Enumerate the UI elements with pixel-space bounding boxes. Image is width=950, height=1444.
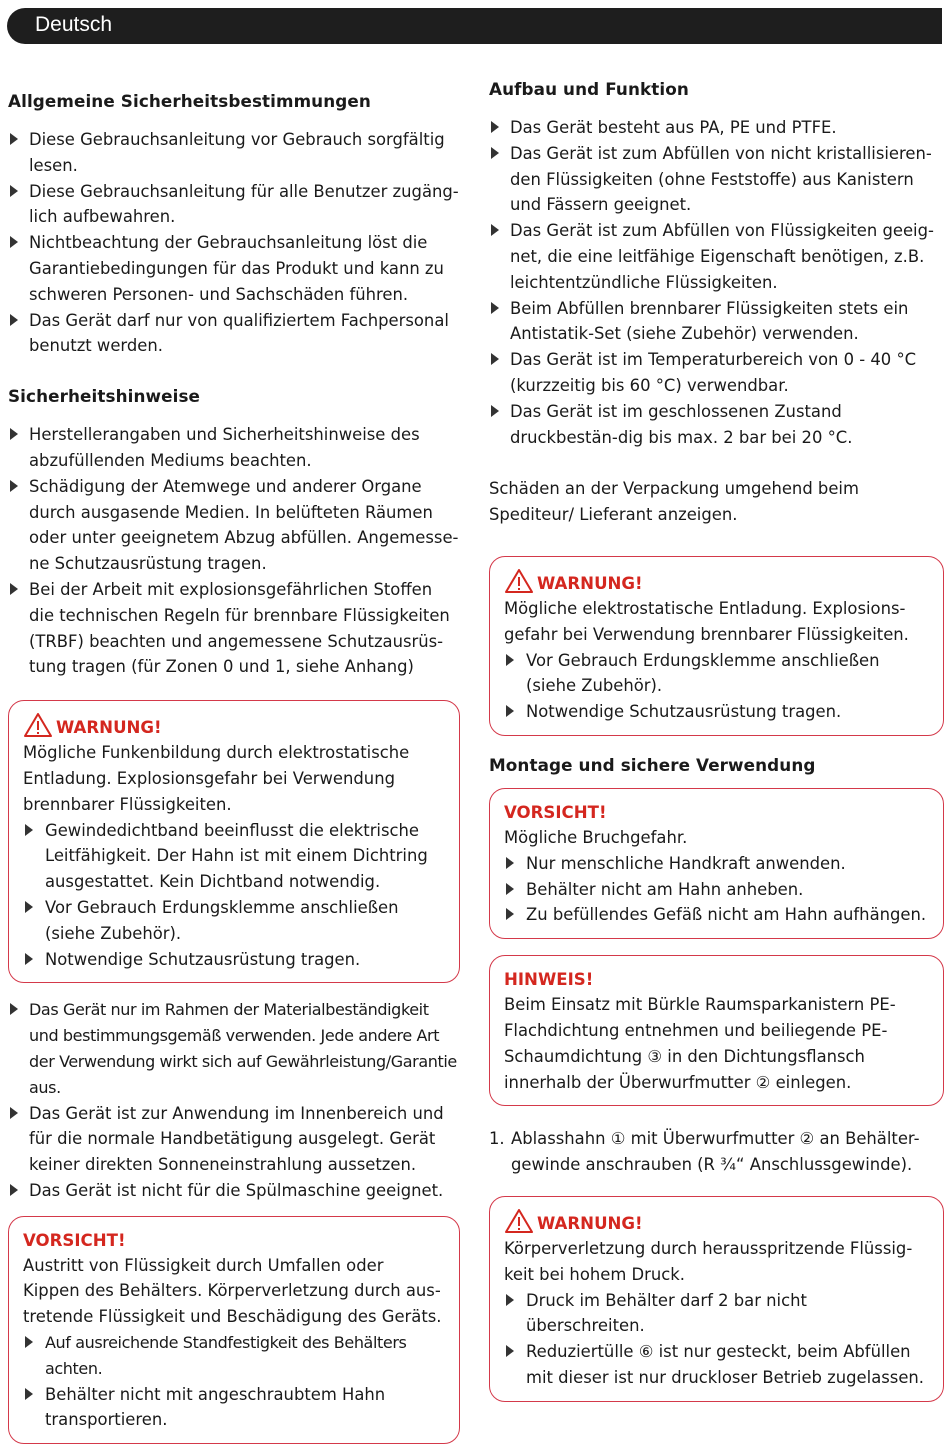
bullet-arrow-icon (506, 1345, 514, 1357)
list-item: Das Gerät besteht aus PA, PE und PTFE. (489, 115, 944, 141)
note-box-seal (489, 955, 944, 1106)
bullet-arrow-icon (491, 121, 499, 133)
bullet-arrow-icon (491, 405, 499, 417)
list-item: Nichtbeachtung der Gebrauchsanleitung löst die Garantiebedingungen für das Produkt und kann zu schweren Personen- und Sachschäden führen. (8, 230, 460, 307)
warning-box-static-sparks (8, 700, 460, 983)
bullet-arrow-icon (506, 857, 514, 869)
note-text: Beim Einsatz mit Bürkle Raumsparkanistern PE-Flachdichtung entnehmen und beiliegende PE-Schaumdichtung ③ in den Dichtungsflansch innerhalb der Überwurfmutter ② einlegen. (504, 995, 896, 1092)
warning-list (23, 818, 445, 973)
bullet-arrow-icon (10, 1107, 18, 1119)
caution-signal (23, 1228, 445, 1253)
construction-list (489, 115, 944, 450)
general-safety-list (8, 127, 460, 359)
caution-list (23, 1330, 445, 1433)
bullet-arrow-icon (10, 185, 18, 197)
list-item: Behälter nicht am Hahn anheben. (504, 877, 929, 903)
bullet-arrow-icon (506, 1294, 514, 1306)
list-item: Zu befüllendes Gefäß nicht am Hahn aufhängen. (504, 902, 929, 928)
caution-label: VORSICHT! (23, 1230, 126, 1250)
list-item: Herstellerangaben und Sicherheitshinweise des abzufüllenden Mediums beachten. (8, 422, 460, 474)
section-title-safety-notes: Sicherheitshinweise (8, 386, 201, 407)
bullet-arrow-icon (25, 901, 33, 913)
bullet-arrow-icon (491, 224, 499, 236)
list-item: Notwendige Schutzausrüstung tragen. (23, 947, 445, 973)
caution-box-breakage (489, 788, 944, 939)
bullet-arrow-icon (10, 236, 18, 248)
bullet-arrow-icon (25, 1388, 33, 1400)
step-number: 1. (489, 1129, 505, 1149)
bullet-arrow-icon (25, 824, 33, 836)
step-text: Ablasshahn ① mit Überwurfmutter ② an Behälter-gewinde anschrauben (R ¾“ Anschlussgewinde). (511, 1129, 920, 1175)
bullet-arrow-icon (10, 1184, 18, 1196)
warning-label: WARNUNG! (537, 573, 643, 593)
warning-label: WARNUNG! (56, 718, 162, 738)
warning-signal (504, 1208, 929, 1236)
section-title-general-safety: Allgemeine Sicherheitsbestimmungen (8, 91, 371, 111)
caution-box-tipping (8, 1216, 460, 1444)
warning-triangle-icon (504, 568, 534, 594)
list-item: Nur menschliche Handkraft anwenden. (504, 851, 929, 877)
list-item: Beim Abfüllen brennbarer Flüssigkeiten stets ein Antistatik-Set (siehe Zubehör) verwenden. (489, 296, 944, 348)
list-item: Reduziertülle ⑥ ist nur gesteckt, beim Abfüllen mit dieser ist nur druckloser Betrieb zugelassen. (504, 1339, 929, 1391)
list-item: Diese Gebrauchsanleitung für alle Benutzer zugäng-lich aufbewahren. (8, 179, 460, 231)
list-item: Notwendige Schutzausrüstung tragen. (504, 699, 929, 725)
list-item: Gewindedichtband beeinflusst die elektrische Leitfähigkeit. Der Hahn ist mit einem Dichtring ausgestattet. Kein Dichtband notwendig. (23, 818, 445, 895)
bullet-arrow-icon (10, 1003, 18, 1015)
warning-triangle-icon (23, 712, 53, 738)
caution-text: Austritt von Flüssigkeit durch Umfallen oder Kippen des Behälters. Körperverletzung durch aus-tretende Flüssigkeit und Beschädigung des Geräts. (23, 1255, 442, 1327)
bullet-arrow-icon (10, 583, 18, 595)
list-item: Diese Gebrauchsanleitung vor Gebrauch sorgfältig lesen. (8, 127, 460, 179)
list-item: Das Gerät ist zum Abfüllen von nicht kristallisieren-den Flüssigkeiten (ohne Feststoffe) aus Kanistern und Fässern geeignet. (489, 141, 944, 218)
list-item: Das Gerät ist zur Anwendung im Innenbereich und für die normale Handbetätigung ausgelegt. Gerät keiner direkten Sonneneinstrahlung aussetzen. (8, 1101, 460, 1178)
warning-text: Körperverletzung durch herausspritzende Flüssig-keit bei hohem Druck. (504, 1238, 913, 1284)
step-item (489, 1126, 944, 1178)
bullet-arrow-icon (10, 133, 18, 145)
list-item: Das Gerät ist nicht für die Spülmaschine geeignet. (8, 1178, 460, 1204)
list-item: Vor Gebrauch Erdungsklemme anschließen (siehe Zubehör). (23, 895, 445, 947)
warning-text: Mögliche Funkenbildung durch elektrostatische Entladung. Explosionsgefahr bei Verwendung brennbarer Flüssigkeiten. (23, 743, 410, 814)
bullet-arrow-icon (506, 654, 514, 666)
warning-label: WARNUNG! (537, 1213, 643, 1233)
bullet-arrow-icon (25, 953, 33, 965)
warning-signal (504, 568, 929, 596)
note-label: HINWEIS! (504, 970, 594, 990)
language-label: Deutsch (35, 13, 113, 36)
list-item: Behälter nicht mit angeschraubtem Hahn transportieren. (23, 1382, 445, 1434)
caution-text: Mögliche Bruchgefahr. (504, 827, 688, 847)
warning-box-electrostatic (489, 556, 944, 736)
list-item: Das Gerät ist im geschlossenen Zustand druckbestän-dig bis max. 2 bar bei 20 °C. (489, 399, 944, 451)
left-column (8, 88, 460, 1444)
bullet-arrow-icon (491, 302, 499, 314)
bullet-arrow-icon (491, 353, 499, 365)
list-item: Das Gerät ist im Temperaturbereich von 0 - 40 °C (kurzzeitig bis 60 °C) verwendbar. (489, 347, 944, 399)
list-item: Das Gerät darf nur von qualifiziertem Fachpersonal benutzt werden. (8, 308, 460, 360)
warning-triangle-icon (504, 1208, 534, 1234)
warning-list (504, 648, 929, 725)
caution-list (504, 851, 929, 928)
bullet-arrow-icon (25, 1336, 33, 1348)
packaging-damage-note: Schäden an der Verpackung umgehend beim Spediteur/ Lieferant anzeigen. (489, 479, 859, 525)
section-title-construction-function: Aufbau und Funktion (489, 79, 689, 99)
caution-signal (504, 800, 929, 825)
list-item: Schädigung der Atemwege und anderer Organe durch ausgasende Medien. In belüfteten Räumen oder unter geeignetem Abzug abfüllen. Angemesse-ne Schutzausrüstung tragen. (8, 474, 460, 577)
warning-box-pressure (489, 1196, 944, 1402)
list-item: Vor Gebrauch Erdungsklemme anschließen (siehe Zubehör). (504, 648, 929, 700)
usage-list (8, 997, 460, 1203)
right-column (489, 76, 944, 1402)
warning-list (504, 1288, 929, 1391)
list-item: Das Gerät nur im Rahmen der Materialbeständigkeit und bestimmungsgemäß verwenden. Jede andere Art der Verwendung wirkt sich auf Gewährleistung/Garantie aus. (8, 997, 460, 1100)
list-item: Druck im Behälter darf 2 bar nicht überschreiten. (504, 1288, 929, 1340)
bullet-arrow-icon (10, 314, 18, 326)
bullet-arrow-icon (10, 428, 18, 440)
list-item: Auf ausreichende Standfestigkeit des Behälters achten. (23, 1330, 445, 1382)
safety-notes-list (8, 422, 460, 680)
warning-text: Mögliche elektrostatische Entladung. Explosions-gefahr bei Verwendung brennbarer Flüssigkeiten. (504, 598, 909, 644)
bullet-arrow-icon (10, 480, 18, 492)
section-title-mounting: Montage und sichere Verwendung (489, 754, 816, 775)
bullet-arrow-icon (506, 883, 514, 895)
caution-label: VORSICHT! (504, 802, 607, 822)
bullet-arrow-icon (506, 705, 514, 717)
language-header-bar (7, 8, 942, 44)
warning-signal (23, 712, 445, 740)
note-signal (504, 967, 929, 992)
list-item: Bei der Arbeit mit explosionsgefährlichen Stoffen die technischen Regeln für brennbare Flüssigkeiten (TRBF) beachten und angemessene Schutzausrüs-tung tragen (für Zonen 0 und 1, siehe Anhang) (8, 577, 460, 680)
list-item: Das Gerät ist zum Abfüllen von Flüssigkeiten geeig-net, die eine leitfähige Eigenschaft benötigen, z.B. leichtentzündliche Flüssigkeiten. (489, 218, 944, 295)
bullet-arrow-icon (506, 908, 514, 920)
bullet-arrow-icon (491, 147, 499, 159)
